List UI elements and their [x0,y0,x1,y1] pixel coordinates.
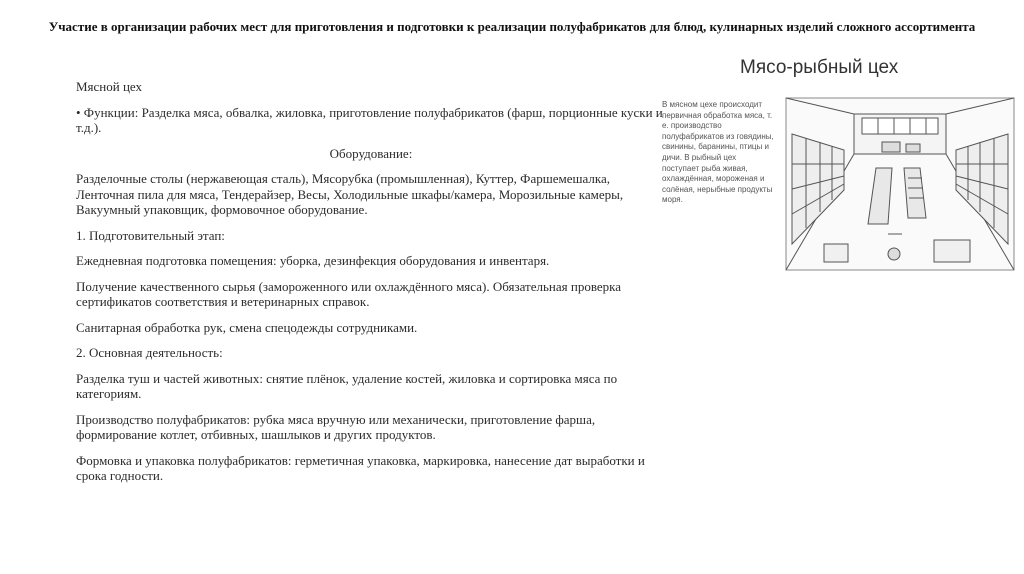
body-text [76,79,666,494]
stage2-heading: 2. Основная деятельность: [76,345,223,360]
workshop-illustration [784,94,1016,272]
stage2-item: Производство полуфабрикатов: рубка мяса вручную или механически, приготовление фарша, формирование котлет, отбивных, шашлыков и других продуктов. [76,411,596,442]
stage2-item: Формовка и упаковка полуфабрикатов: герметичная упаковка, маркировка, нанесение дат выработки и срока годности. [76,452,645,483]
stage1-item: Санитарная обработка рук, смена спецодежды сотрудниками. [76,319,418,335]
figure-caption: В мясном цехе происходит первичная обработка мяса, т. е. производство полуфабрикатов из говядины, свинины, баранины, птицы и дичи. В рыбный цех поступает рыба живая, охлаждённая, мороженая и солёная, нерыбные продукты моря. [662,100,774,205]
section-heading: Мясной цех [76,79,143,94]
stage1-item: Получение качественного сырья (замороженного или охлаждённого мяса). Обязательная проверка сертификатов соответствия и ветеринарных справок. [76,278,622,309]
stage2-item: Разделка туш и частей животных: снятие плёнок, удаление костей, жиловка и сортировка мяса по категориям. [76,370,618,401]
equipment-list: Разделочные столы (нержавеющая сталь), Мясорубка (промышленная), Куттер, Фаршемешалка, Ленточная пила для мяса, Тендерайзер, Весы, Холодильные шкафы/камера, Морозильные камеры, Вакуумный упаковщик, формовочное оборудование. [76,171,624,217]
equipment-heading: Оборудование: [329,145,413,161]
stage1-heading: 1. Подготовительный этап: [76,227,225,243]
slide-title: Участие в организации рабочих мест для приготовления и подготовки к реализации полуфабрикатов для блюд, кулинарных изделий сложного ассортимента [48,19,976,34]
functions-text: • Функции: Разделка мяса, обвалка, жиловка, приготовление полуфабрикатов (фарш, порционные куски и т.д.). [76,104,663,135]
figure-title: Мясо-рыбный цех [740,57,899,78]
stage1-item: Ежедневная подготовка помещения: уборка, дезинфекция оборудования и инвентаря. [76,253,550,268]
